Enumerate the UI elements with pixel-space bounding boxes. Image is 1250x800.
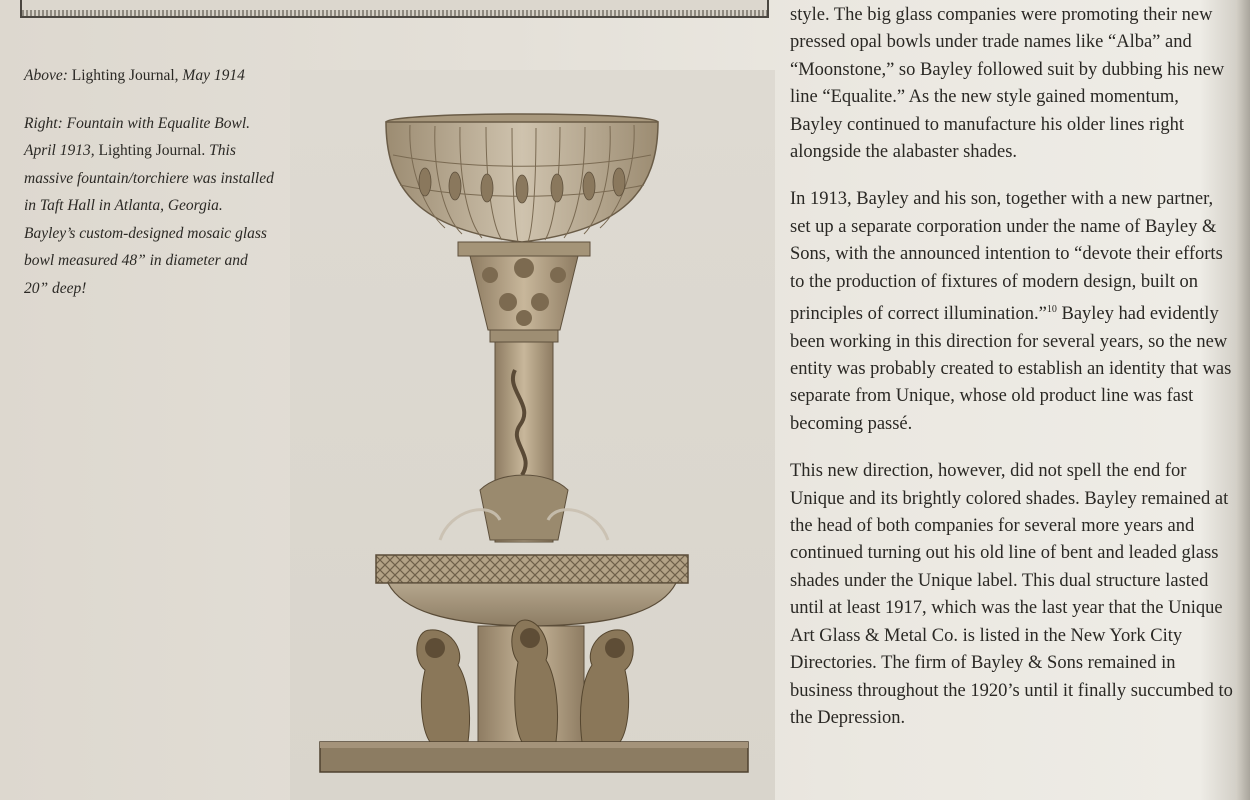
frame-border-stripe	[22, 10, 767, 16]
fountain-base	[320, 742, 748, 772]
lion-pedestal	[417, 620, 633, 744]
fountain-basin	[376, 555, 688, 626]
paragraph-1: style. The big glass companies were promoting their new pressed opal bowls under trade names like “Alba” and “Moonstone,” so Bayley followed suit by dubbing his new line “Equalite.” As the new style gained momentum, Bayley continued to manufacture his older lines right alongside the alabaster shades.	[790, 5, 1225, 163]
fountain-torchiere-illustration	[290, 70, 775, 800]
article-body	[790, 0, 1235, 752]
caption-right-source: Lighting Journal.	[98, 142, 206, 159]
corinthian-capital	[458, 242, 590, 330]
paragraph-2	[790, 186, 1235, 438]
footnote-ref: 10	[1046, 304, 1057, 316]
caption-above	[24, 62, 274, 90]
top-image-frame	[20, 0, 769, 18]
caption-above-label: Above:	[24, 67, 68, 84]
caption-above-date: May 1914	[182, 67, 245, 84]
caption-right-title: Right: Fountain with Equalite Bowl. April 1913,	[24, 114, 251, 159]
caption-column	[24, 62, 274, 302]
paragraph-2-end: Bayley had evidently been working in this direction for several years, so the new entity was probably created to establish an identity that was separate from Unique, whose old product line was fast becoming passé.	[790, 304, 1232, 434]
fountain-illustration-plate	[290, 70, 775, 800]
paragraph-2-start: In 1913, Bayley and his son, together with a new partner, set up a separate corporation under the name of Bayley & Sons, with the announced intention to “devote their efforts to the production of fixtures of modern design, built on principles of correct illumination.”	[790, 189, 1223, 325]
page-edge-shadow	[1236, 0, 1250, 800]
paragraph-3: This new direction, however, did not spell the end for Unique and its brightly colored shades. Bayley remained at the head of both companies for several more years and continued turning out his old line of bent and leaded glass shades under the Unique label. This dual structure lasted until at least 1917, which was the last year that the Unique Art Glass & Metal Co. is listed in the New York City Directories. The firm of Bayley & Sons remained in business throughout the 1920’s until it finally succumbed to the Depression.	[790, 461, 1233, 728]
column-shaft	[440, 330, 608, 542]
caption-right-description: This massive fountain/torchiere was installed in Taft Hall in Atlanta, Georgia. Bayley’s custom-designed mosaic glass bowl measured 48” in diameter and 20” deep!	[24, 142, 274, 297]
mosaic-glass-bowl	[386, 114, 658, 242]
caption-right	[24, 110, 274, 303]
caption-above-source: Lighting Journal,	[71, 67, 179, 84]
